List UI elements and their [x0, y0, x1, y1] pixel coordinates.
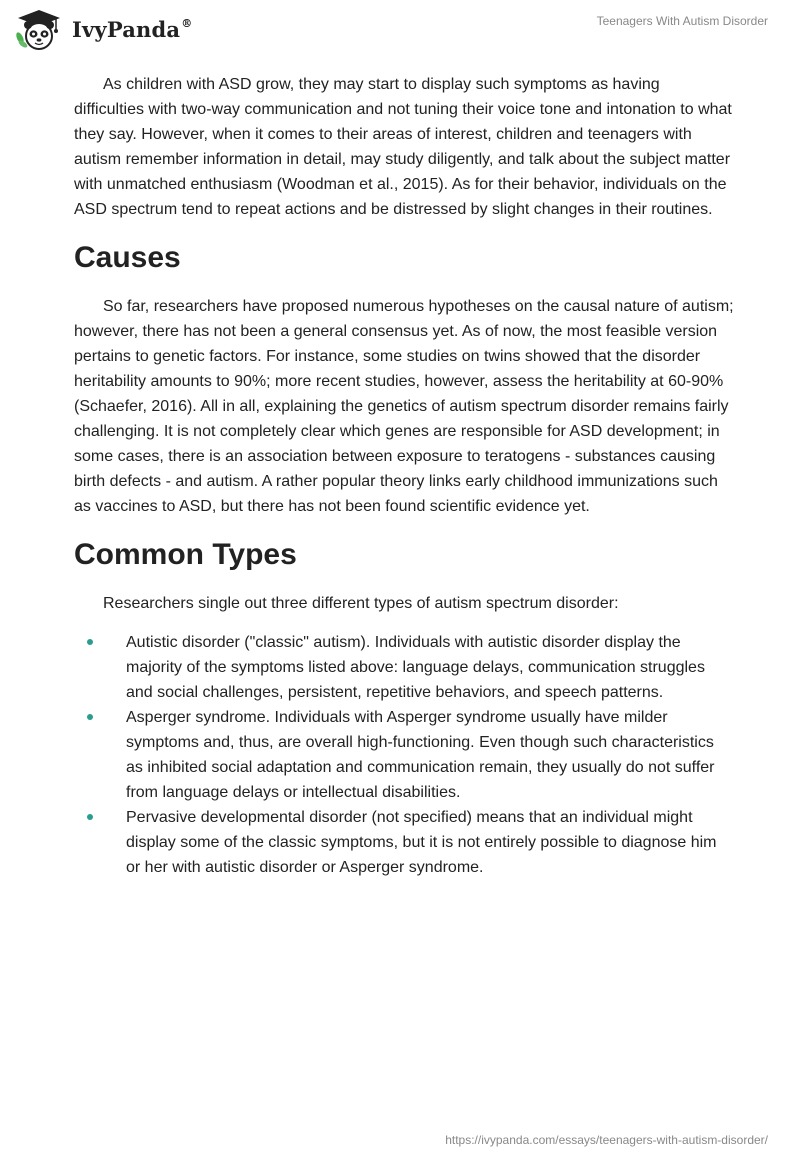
list-item-text: Pervasive developmental disorder (not specified) means that an individual might display some of the classic symptoms, but it is not entirely possible to diagnose him or her with autistic disorder or Asperger syndrome.: [126, 809, 717, 876]
registered-mark: ®: [181, 16, 193, 30]
section-heading-causes: Causes: [74, 241, 181, 274]
panda-logo-icon: [14, 8, 64, 50]
footer-url[interactable]: https://ivypanda.com/essays/teenagers-with-autism-disorder/: [445, 1133, 768, 1147]
paragraph-symptoms: As children with ASD grow, they may start to display such symptoms as having difficulties with two-way communication and not tuning their voice tone and intonation to what they say. However, when it comes to their areas of interest, children and teenagers with autism remember information in detail, may study diligently, and talk about the subject matter with unmatched enthusiasm (Woodman et al., 2015). As for their behavior, individuals on the ASD spectrum tend to repeat actions and be distressed by slight changes in their routines.: [74, 76, 732, 218]
list-item-text: Autistic disorder ("classic" autism). Individuals with autistic disorder display the majority of the symptoms listed above: language delays, communication struggles and social challenges, persistent, repetitive behaviors, and speech patterns.: [126, 634, 705, 701]
paragraph-types-intro: Researchers single out three different types of autism spectrum disorder:: [103, 595, 619, 612]
bullet-icon: [87, 814, 93, 820]
list-item: [74, 705, 734, 805]
types-list: [74, 630, 734, 880]
page-header: [0, 0, 800, 70]
paragraph-causes: So far, researchers have proposed numerous hypotheses on the causal nature of autism; however, there has not been a general consensus yet. As of now, the most feasible version pertains to genetic factors. For instance, some studies on twins showed that the disorder heritability amounts to 90%; more recent studies, however, assess the heritability at 60-90% (Schaefer, 2016). All in all, explaining the genetics of autism spectrum disorder remains fairly challenging. It is not completely clear which genes are responsible for ASD development; in some cases, there is an association between exposure to teratogens - substances causing birth defects - and autism. A rather popular theory links early childhood immunizations such as vaccines to ASD, but there has not been found scientific evidence yet.: [74, 298, 734, 515]
logo[interactable]: [14, 8, 192, 50]
list-item-text: Asperger syndrome. Individuals with Asperger syndrome usually have milder symptoms and, thus, are overall high-functioning. Even though such characteristics as inhibited social adaptation and communication remain, they usually do not suffer from language delays or intellectual disabilities.: [126, 709, 715, 801]
essay-content: [74, 70, 734, 880]
section-heading-common-types: Common Types: [74, 538, 297, 571]
document-title: Teenagers With Autism Disorder: [596, 14, 768, 28]
bullet-icon: [87, 714, 93, 720]
bullet-icon: [87, 639, 93, 645]
brand-name: IvyPanda®: [72, 16, 193, 42]
list-item: [74, 805, 734, 880]
list-item: [74, 630, 734, 705]
